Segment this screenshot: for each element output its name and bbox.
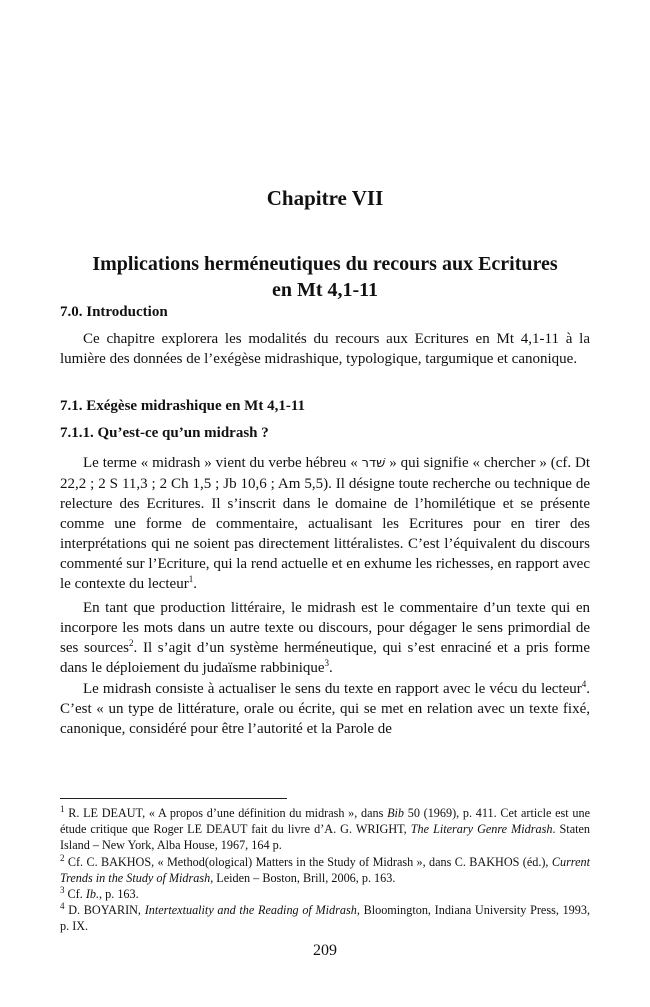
- section-heading-intro: 7.0. Introduction: [60, 304, 168, 320]
- chapter-title: [60, 251, 590, 303]
- paragraph-intro: Ce chapitre explorera les modalités du recours aux Ecritures en Mt 4,1-11 à la lumière des données de l’exégèse midrashique, typologique, targumique et canonique.: [60, 331, 590, 367]
- footnote-4: [60, 902, 590, 934]
- paragraph-text: . C’est « un type de littérature, orale ou écrite, qui se met en relation avec un texte fixé, canonique, considéré pour être l’autorité et la Parole de: [60, 681, 590, 737]
- paragraph-text: .: [193, 576, 197, 592]
- section-heading-7-1: 7.1. Exégèse midrashique en Mt 4,1-11: [60, 398, 305, 414]
- section-heading-7-1-1: 7.1.1. Qu’est-ce qu’un midrash ?: [60, 425, 269, 441]
- ibidem: Ib.: [85, 887, 100, 901]
- footnote-text: , Leiden – Boston, Brill, 2006, p. 163.: [210, 871, 396, 885]
- journal-title: Bib: [387, 806, 405, 820]
- footnote-ref-2[interactable]: 2: [129, 638, 134, 648]
- book-title: Current Trends in the Study of Midrash: [60, 855, 590, 885]
- paragraph-text: Le terme « midrash » vient du verbe hébreu «: [83, 455, 362, 471]
- paragraph-text: » qui signifie « chercher » (cf. Dt 22,2 ; 2 S 11,3 ; 2 Ch 1,5 ; Jb 10,6 ; Am 5,5). Il désigne toute recherche ou technique de relecture des Ecritures. Il s’inscrit dans le domaine de l’homilétique et se présente comme une forme de commentaire, actualisant les Ecritures pour en tirer des interprétations qui ne soient pas directement littéralistes. C’est l’équivalent du discours commenté sur l’Ecriture, qui la rend actuelle et en exhume les richesses, en rapport avec le contexte du lecteur: [60, 455, 590, 592]
- paragraph-literary-production: [60, 598, 590, 678]
- hebrew-word: שׁדר: [361, 456, 386, 471]
- footnote-text: R. LE DEAUT, « A propos d’une définition du midrash », dans: [64, 806, 388, 820]
- footnote-3: [60, 886, 590, 902]
- footnote-2: [60, 854, 590, 886]
- footnote-text: Cf. C. BAKHOS, « Method(ological) Matters in the Study of Midrash », dans C. BAKHOS (éd.),: [64, 855, 552, 869]
- chapter-heading: Chapitre VII: [266, 186, 384, 210]
- paragraph-text: En tant que production littéraire, le midrash est le commentaire d’un texte qui en incorpore les mots dans un autre texte ou discours, pour dégager le sens primordial de ses sources: [60, 600, 590, 656]
- footnote-number: 1: [60, 803, 65, 814]
- paragraph-midrash-definition: [60, 453, 590, 594]
- paragraph-text: .: [329, 660, 333, 676]
- paragraph-text: . Il s’agit d’un système herméneutique, qui s’est enraciné et a pris forme dans le déploiement du judaïsme rabbinique: [60, 640, 590, 676]
- footnote-1: [60, 805, 590, 853]
- footnote-text: Cf.: [64, 887, 86, 901]
- book-title: The Literary Genre Midrash: [410, 822, 553, 836]
- footnote-text: , Bloomington, Indiana University Press, 1993, p. IX.: [60, 903, 590, 933]
- footnote-ref-3[interactable]: 3: [324, 658, 330, 668]
- footnote-ref-1[interactable]: 1: [188, 574, 194, 584]
- footnote-text: 50 (1969), p. 411. Cet article est une étude critique que Roger LE DEAUT fait du livre d’A. G. WRIGHT,: [60, 806, 590, 836]
- chapter-title-line-1: Implications herméneutiques du recours aux Ecritures: [92, 253, 558, 275]
- chapter-title-line-2: en Mt 4,1-11: [271, 279, 379, 301]
- footnote-separator: [60, 798, 287, 799]
- footnote-number: 3: [60, 884, 65, 895]
- footnote-text: , p. 163.: [99, 887, 139, 901]
- paragraph-actualization: [60, 679, 590, 739]
- book-title: Intertextuality and the Reading of Midrash: [144, 903, 357, 917]
- footnote-text: D. BOYARIN,: [64, 903, 145, 917]
- footnote-text: . Staten Island – New York, Alba House, 1967, 164 p.: [60, 822, 590, 852]
- footnote-ref-4[interactable]: 4: [581, 679, 587, 689]
- paragraph-text: Le midrash consiste à actualiser le sens du texte en rapport avec le vécu du lecteur: [83, 681, 582, 697]
- footnote-number: 4: [60, 900, 65, 911]
- page-number: 209: [313, 942, 337, 959]
- footnote-number: 2: [60, 852, 65, 863]
